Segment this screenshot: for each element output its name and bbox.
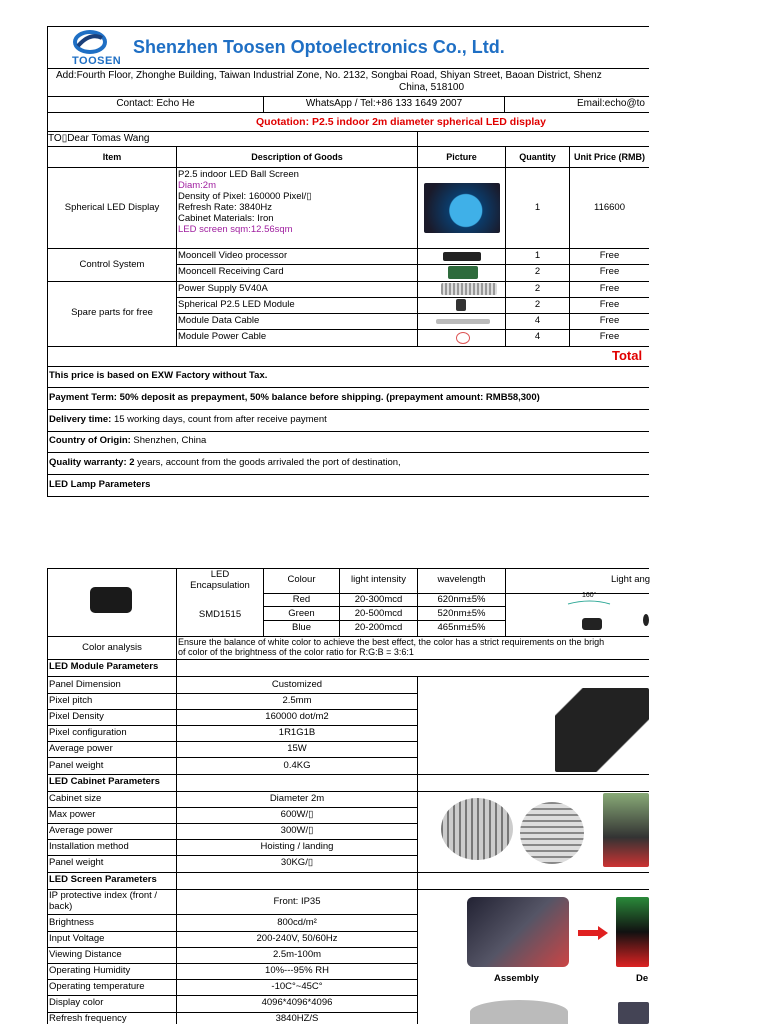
sphere-bottom-photo: [618, 1002, 649, 1024]
intensity-blue: 20-200mcd: [354, 622, 403, 633]
price-spherical: 116600: [594, 202, 625, 213]
screen-param-value: 2.5m-100m: [272, 949, 322, 960]
screen-params-title: LED Screen Parameters: [49, 874, 157, 885]
desc-video-processor: Mooncell Video processor: [178, 250, 288, 261]
cabinet-param-label: Average power: [49, 825, 113, 836]
header-light-intensity: light intensity: [351, 574, 406, 585]
qty-receiving-card: 2: [534, 266, 541, 277]
screen-param-value: -10C°~45C°: [271, 981, 323, 992]
encapsulation-header-line1: LED: [210, 569, 230, 580]
cabinet-param-value: 600W/▯: [280, 809, 314, 820]
desc-line: Density of Pixel: 160000 Pixel/▯: [178, 191, 312, 202]
price-power-supply: Free: [599, 283, 620, 294]
module-param-label: Average power: [49, 743, 113, 754]
cabinet-param-value: Diameter 2m: [269, 793, 325, 804]
price-video-processor: Free: [599, 250, 620, 261]
item-spare-parts: Spare parts for free: [71, 307, 153, 318]
wavelength-green: 520nm±5%: [437, 608, 486, 619]
deployed-sphere-photo: [616, 897, 649, 967]
light-angle-diagram: [560, 594, 649, 634]
power-cable-photo: [456, 332, 470, 344]
module-param-value: 15W: [287, 743, 307, 754]
encapsulation-header-line2: Encapsulation: [190, 580, 250, 591]
qty-spherical: 1: [534, 202, 541, 213]
module-param-label: Pixel configuration: [49, 727, 127, 738]
total-label: Total: [612, 348, 643, 363]
price-receiving-card: Free: [599, 266, 620, 277]
screen-param-value: 3840HZ/S: [275, 1013, 319, 1024]
flexible-module-photo: [555, 688, 649, 772]
led-module-photo: [456, 299, 466, 311]
power-supply-photo: [441, 283, 497, 295]
header-unit-price: Unit Price (RMB): [573, 152, 645, 162]
intensity-green: 20-500mcd: [354, 608, 403, 619]
screen-param-label: Viewing Distance: [49, 949, 122, 960]
de-label: De: [636, 973, 649, 984]
intensity-red: 20-300mcd: [354, 594, 403, 605]
to-line: TO▯Dear Tomas Wang: [48, 133, 150, 144]
assembly-label: Assembly: [494, 973, 539, 984]
price-data-cable: Free: [599, 315, 620, 326]
module-param-value: 0.4KG: [283, 760, 311, 771]
led-ball-photo: [424, 183, 500, 233]
qty-video-processor: 1: [534, 250, 541, 261]
delivery-time: [49, 414, 327, 426]
desc-line: P2.5 indoor LED Ball Screen: [178, 169, 299, 180]
cabinet-param-value: Hoisting / landing: [260, 841, 334, 852]
module-param-label: Pixel pitch: [49, 695, 93, 706]
desc-line: LED screen sqm:12.56sqm: [178, 224, 293, 235]
quotation-title: Quotation: P2.5 indoor 2m diameter spherical LED display: [256, 116, 546, 128]
screen-param-label: Operating temperature: [49, 981, 145, 992]
smd-led-photo: [90, 587, 132, 613]
delivery-label: Delivery time:: [49, 414, 112, 425]
warranty-label: Quality warranty:: [49, 457, 127, 468]
cabinet-param-label: Installation method: [49, 841, 129, 852]
color-analysis-line1: Ensure the balance of white color to achieve the best effect, the color has a strict requirements on the brigh: [178, 637, 605, 647]
screen-param-value: Front: IP35: [273, 896, 321, 907]
led-model: SMD1515: [198, 609, 242, 620]
contact-text: Contact: Echo He: [116, 98, 195, 109]
price-led-module: Free: [599, 299, 620, 310]
address-line-1: Add:Fourth Floor, Zhonghe Building, Taiwan Industrial Zone, No. 2132, Songbai Road, Shiyan Street, Baoan District, Shenz: [56, 70, 602, 81]
qty-power-cable: 4: [534, 331, 541, 342]
screen-param-label: Operating Humidity: [49, 965, 131, 976]
qty-data-cable: 4: [534, 315, 541, 326]
module-param-value: 2.5mm: [282, 695, 312, 706]
qty-power-supply: 2: [534, 283, 541, 294]
module-param-value: Customized: [271, 679, 323, 690]
assembly-photo: [467, 897, 569, 967]
payment-term: Payment Term: 50% deposit as prepayment, 50% balance before shipping. (prepayment amount: RMB58,300): [49, 392, 540, 403]
colour-blue: Blue: [291, 622, 311, 633]
color-analysis-label: Color analysis: [82, 642, 142, 653]
qty-led-module: 2: [534, 299, 541, 310]
cabinet-param-value: 300W/▯: [280, 825, 314, 836]
desc-line: Cabinet Materials: Iron: [178, 213, 274, 224]
origin-value: Shenzhen, China: [130, 435, 207, 446]
warranty-years: 2: [126, 457, 135, 468]
desc-receiving-card: Mooncell Receiving Card: [178, 266, 284, 277]
quality-warranty: [49, 457, 401, 469]
exw-note: This price is based on EXW Factory without Tax.: [49, 370, 268, 381]
delivery-value: 15 working days, count from after receive payment: [111, 414, 327, 425]
header-quantity: Quantity: [519, 152, 556, 162]
screen-param-label: Display color: [49, 997, 104, 1008]
origin-label: Country of Origin:: [49, 435, 131, 446]
module-param-label: Panel weight: [49, 760, 104, 771]
header-wavelength: wavelength: [437, 574, 486, 585]
arrow-right-icon: [578, 926, 608, 940]
cabinet-param-label: Panel weight: [49, 857, 104, 868]
desc-line: Refresh Rate: 3840Hz: [178, 202, 272, 213]
address-line-2: China, 518100: [399, 82, 465, 93]
cabinet-param-label: Max power: [49, 809, 96, 820]
header-light-angle: Light ang: [611, 574, 651, 585]
price-power-cable: Free: [599, 331, 620, 342]
company-name: Shenzhen Toosen Optoelectronics Co., Ltd.: [133, 37, 505, 57]
toosen-logo-icon: [72, 28, 108, 56]
video-processor-photo: [443, 252, 481, 261]
sphere-frame-photo: [603, 793, 649, 867]
header-description: Description of Goods: [251, 152, 343, 162]
screen-param-value: 10%---95% RH: [265, 965, 329, 976]
module-param-value: 160000 dot/m2: [265, 711, 329, 722]
receiving-card-photo: [448, 266, 478, 279]
logo-text: TOOSEN: [72, 55, 122, 67]
color-analysis-line2: of color of the brightness of the color ratio for R:G:B = 3:6:1: [178, 647, 414, 657]
desc-data-cable: Module Data Cable: [178, 315, 260, 326]
screen-param-value: 800cd/m²: [277, 917, 317, 928]
country-of-origin: [49, 435, 206, 447]
module-param-value: 1R1G1B: [278, 727, 316, 738]
sphere-frame-photo: [520, 802, 584, 864]
header-colour: Colour: [287, 574, 316, 585]
header-item: Item: [102, 152, 122, 162]
colour-green: Green: [288, 608, 315, 619]
desc-power-cable: Module Power Cable: [178, 331, 267, 342]
screen-param-label: Input Voltage: [49, 933, 105, 944]
sphere-bottom-photo: [470, 1000, 568, 1024]
lamp-params-title: LED Lamp Parameters: [49, 479, 151, 490]
module-param-label: Panel Dimension: [49, 679, 121, 690]
cabinet-param-label: Cabinet size: [49, 793, 102, 804]
screen-param-label: Refresh frequency: [49, 1013, 127, 1024]
cabinet-params-title: LED Cabinet Parameters: [49, 776, 160, 787]
desc-led-module: Spherical P2.5 LED Module: [178, 299, 295, 310]
wavelength-red: 620nm±5%: [437, 594, 486, 605]
light-angle-label: 160°: [582, 592, 597, 599]
module-params-title: LED Module Parameters: [49, 661, 159, 672]
item-spherical: Spherical LED Display: [64, 202, 160, 213]
cabinet-param-value: 30KG/▯: [280, 857, 314, 868]
screen-param-value: 4096*4096*4096: [261, 997, 333, 1008]
header-picture: Picture: [446, 152, 477, 162]
screen-param-label: IP protective index (front / back): [49, 890, 158, 912]
screen-param-label: Brightness: [49, 917, 94, 928]
sphere-frame-photo: [441, 798, 513, 860]
colour-red: Red: [292, 594, 311, 605]
data-cable-photo: [436, 319, 490, 324]
wavelength-blue: 465nm±5%: [437, 622, 486, 633]
warranty-value: years, account from the goods arrivaled the port of destination,: [134, 457, 401, 468]
module-param-label: Pixel Density: [49, 711, 104, 722]
email-text: Email:echo@to: [577, 98, 645, 109]
desc-line: Diam:2m: [178, 180, 217, 191]
item-control-system: Control System: [79, 259, 145, 270]
screen-param-value: 200-240V, 50/60Hz: [256, 933, 338, 944]
desc-power-supply: Power Supply 5V40A: [178, 283, 268, 294]
whatsapp-text: WhatsApp / Tel:+86 133 1649 2007: [305, 98, 463, 109]
